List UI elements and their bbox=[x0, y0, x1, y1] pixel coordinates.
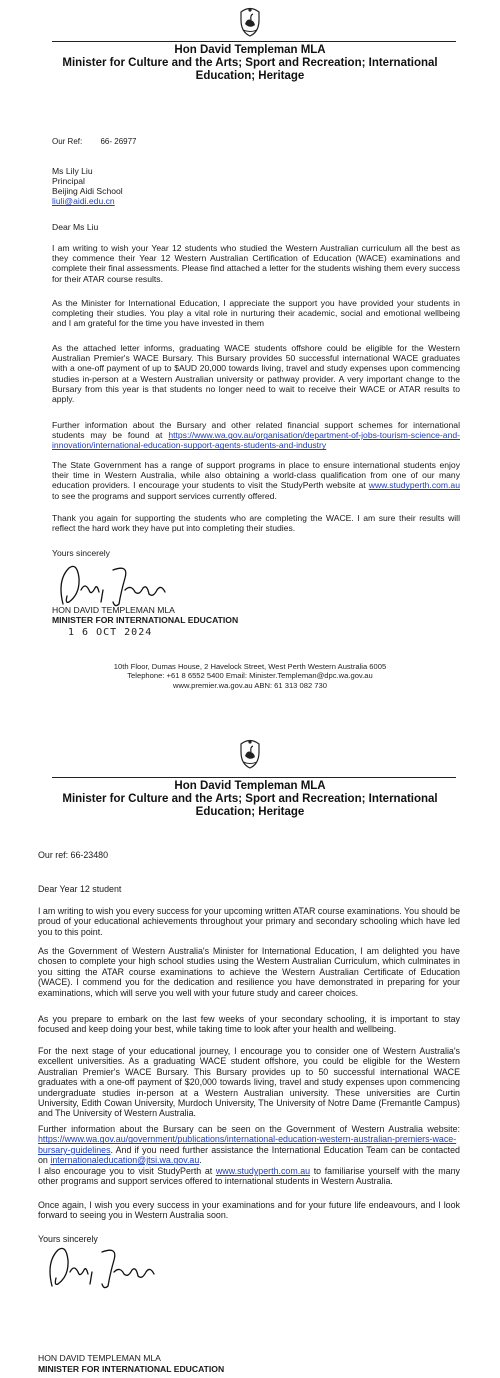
international-education-email-link[interactable]: internationaleducation@jtsi.wa.gov.au bbox=[50, 1155, 200, 1166]
footer-contact: Telephone: +61 8 6552 5400 Email: Minister.Templeman@dpc.wa.gov.au bbox=[127, 671, 373, 681]
paragraph: Thank you again for supporting the students who are completing the WACE. I am sure their results will reflect the hard work they have put into completing their studies. bbox=[52, 513, 460, 534]
recipient-name: Ms Lily Liu bbox=[52, 166, 93, 176]
letter-footer bbox=[0, 662, 500, 690]
signature-image bbox=[55, 560, 175, 610]
paragraph: As the Minister for International Education, I appreciate the support you have provided your students in completing their studies. You play a vital role in nurturing their academic, social and emotional wellbeing and I am grateful for the time you have invested in them bbox=[52, 298, 460, 329]
letter-header bbox=[0, 44, 500, 83]
paragraph: For the next stage of your educational journey, I encourage you to consider one of Western Australia's excellent universities. As a graduating WACE student offshore, you could be eligible for the Western Australian Premier's WACE Bursary. This Bursary provides up to 50 successful international WACE graduates with a one-off payment of $20,000 towards living, travel and study expenses upon commencing undergraduate studies in-person at a Western Australian university. These universities are Curtin University, Edith Cowan University, Murdoch University, The University of Notre Dame (Fremantle Campus) and The University of Western Australia. bbox=[38, 1046, 460, 1119]
wa-coat-of-arms-icon bbox=[235, 6, 265, 38]
salutation: Dear Year 12 student bbox=[38, 884, 122, 894]
letter-header bbox=[0, 780, 500, 819]
minister-portfolio: Minister for Culture and the Arts; Sport and Recreation; International Education; Heritage bbox=[62, 793, 438, 818]
paragraph: I also encourage you to visit StudyPerth at www.studyperth.com.au to familiarise yourself with the many other programs and support services offered to international students in Western Australia. bbox=[38, 1166, 460, 1187]
paragraph: As you prepare to embark on the last few weeks of your secondary schooling, it is important to stay focused and keep doing your best, while taking time to look after your health and wellbeing. bbox=[38, 1014, 460, 1035]
footer-address: 10th Floor, Dumas House, 2 Havelock Street, West Perth Western Australia 6005 bbox=[113, 662, 387, 671]
paragraph: I am writing to wish you every success for your upcoming written ATAR course examinations. You should be proud of your educational achievements throughout your primary and secondary schooling which have led you to this point. bbox=[38, 906, 460, 937]
minister-portfolio: Minister for Culture and the Arts; Sport and Recreation; International Education; Heritage bbox=[62, 57, 438, 82]
minister-name: Hon David Templeman MLA bbox=[174, 44, 326, 56]
salutation: Dear Ms Liu bbox=[52, 222, 99, 232]
closing: Yours sincerely bbox=[52, 548, 110, 558]
closing: Yours sincerely bbox=[38, 1234, 98, 1244]
recipient-email-link[interactable]: liuli@aidi.edu.cn bbox=[52, 196, 115, 206]
signatory-title: MINISTER FOR INTERNATIONAL EDUCATION bbox=[52, 615, 239, 625]
signatory-title: MINISTER FOR INTERNATIONAL EDUCATION bbox=[38, 1364, 225, 1374]
our-ref: Our Ref: 66- 26977 bbox=[52, 137, 137, 146]
bursary-info-link[interactable]: https://www.wa.gov.au/organisation/department-of-jobs-tourism-science-and-innovation/international-education-support-agents-students-and-industry bbox=[52, 430, 460, 451]
footer-web: www.premier.wa.gov.au ABN: 61 313 082 730 bbox=[173, 680, 327, 690]
wa-coat-of-arms-icon bbox=[235, 738, 265, 770]
paragraph: As the attached letter informs, graduating WACE students offshore could be eligible for the Western Australian Premier's WACE Bursary. This Bursary provides 50 successful international WACE graduates with a one-off payment of up to $AUD 20,000 towards living, travel and study expenses upon commencing studies in-person at a Western Australian university or pathway provider. A very important change to the Bursary from this year is that students no longer need to wait to receive their WACE or ATAR results to apply. bbox=[52, 343, 460, 405]
recipient-school: Beijing Aidi School bbox=[52, 186, 123, 196]
paragraph: Once again, I wish you every success in your examinations and for your future life endeavours, and I look forward to seeing you in Western Australia soon. bbox=[38, 1200, 460, 1221]
studyperth-link[interactable]: www.studyperth.com.au bbox=[215, 1166, 311, 1176]
our-ref: Our ref: 66-23480 bbox=[38, 850, 109, 860]
paragraph: Further information about the Bursary can be seen on the Government of Western Australia website: https://www.wa.gov.au/government/publications/international-education-western-australian-premiers-wace-bursary-guidelines. And if you need further assistance the International Education Team can be contacted on internationaleducation@jtsi.wa.gov.au. bbox=[38, 1124, 460, 1166]
studyperth-link[interactable]: www.studyperth.com.au bbox=[368, 480, 460, 491]
letter-page-2 bbox=[0, 718, 500, 1378]
recipient-block bbox=[52, 166, 460, 206]
paragraph: I am writing to wish your Year 12 students who studied the Western Australian curriculum all the best as they commence their Year 12 Western Australian Certification of Education (WACE) examinations and complete their final assessments. Please find attached a letter for the students wishing them every success for their ATAR course results. bbox=[52, 243, 460, 284]
paragraph: As the Government of Western Australia's Minister for International Education, I am delighted you have chosen to complete your high school studies using the Western Australian Curriculum, which culminates in you sitting the ATAR course examinations to achieve the Western Australian Certificate of Education (WACE). I commend you for the dedication and resilience you have demonstrated in preparing for your examinations, which will serve you well with your future study and career choices. bbox=[38, 946, 460, 998]
date-stamp: 1 6 OCT 2024 bbox=[68, 627, 153, 638]
bursary-guidelines-link[interactable]: https://www.wa.gov.au/government/publications/international-education-western-australian-premiers-wace-bursary-guidelines bbox=[38, 1134, 457, 1155]
paragraph: The State Government has a range of support programs in place to ensure international students enjoy their time in Western Australia, while also obtaining a world-class qualification from one of our many education providers. I encourage your students to visit the StudyPerth website at www.studyperth.com.au to see the programs and support services currently offered. bbox=[52, 460, 460, 501]
header-divider bbox=[52, 777, 456, 778]
header-divider bbox=[52, 41, 456, 42]
signature-image bbox=[44, 1242, 164, 1292]
recipient-role: Principal bbox=[52, 176, 85, 186]
signatory-name: HON DAVID TEMPLEMAN MLA bbox=[52, 605, 175, 615]
paragraph: Further information about the Bursary and other related financial support schemes for international students may be found at https://www.wa.gov.au/organisation/department-of-jobs-tourism-science-and-innovation/international-education-support-agents-students-and-industry bbox=[52, 420, 460, 451]
minister-name: Hon David Templeman MLA bbox=[174, 780, 326, 792]
signatory-name: HON DAVID TEMPLEMAN MLA bbox=[38, 1353, 161, 1363]
